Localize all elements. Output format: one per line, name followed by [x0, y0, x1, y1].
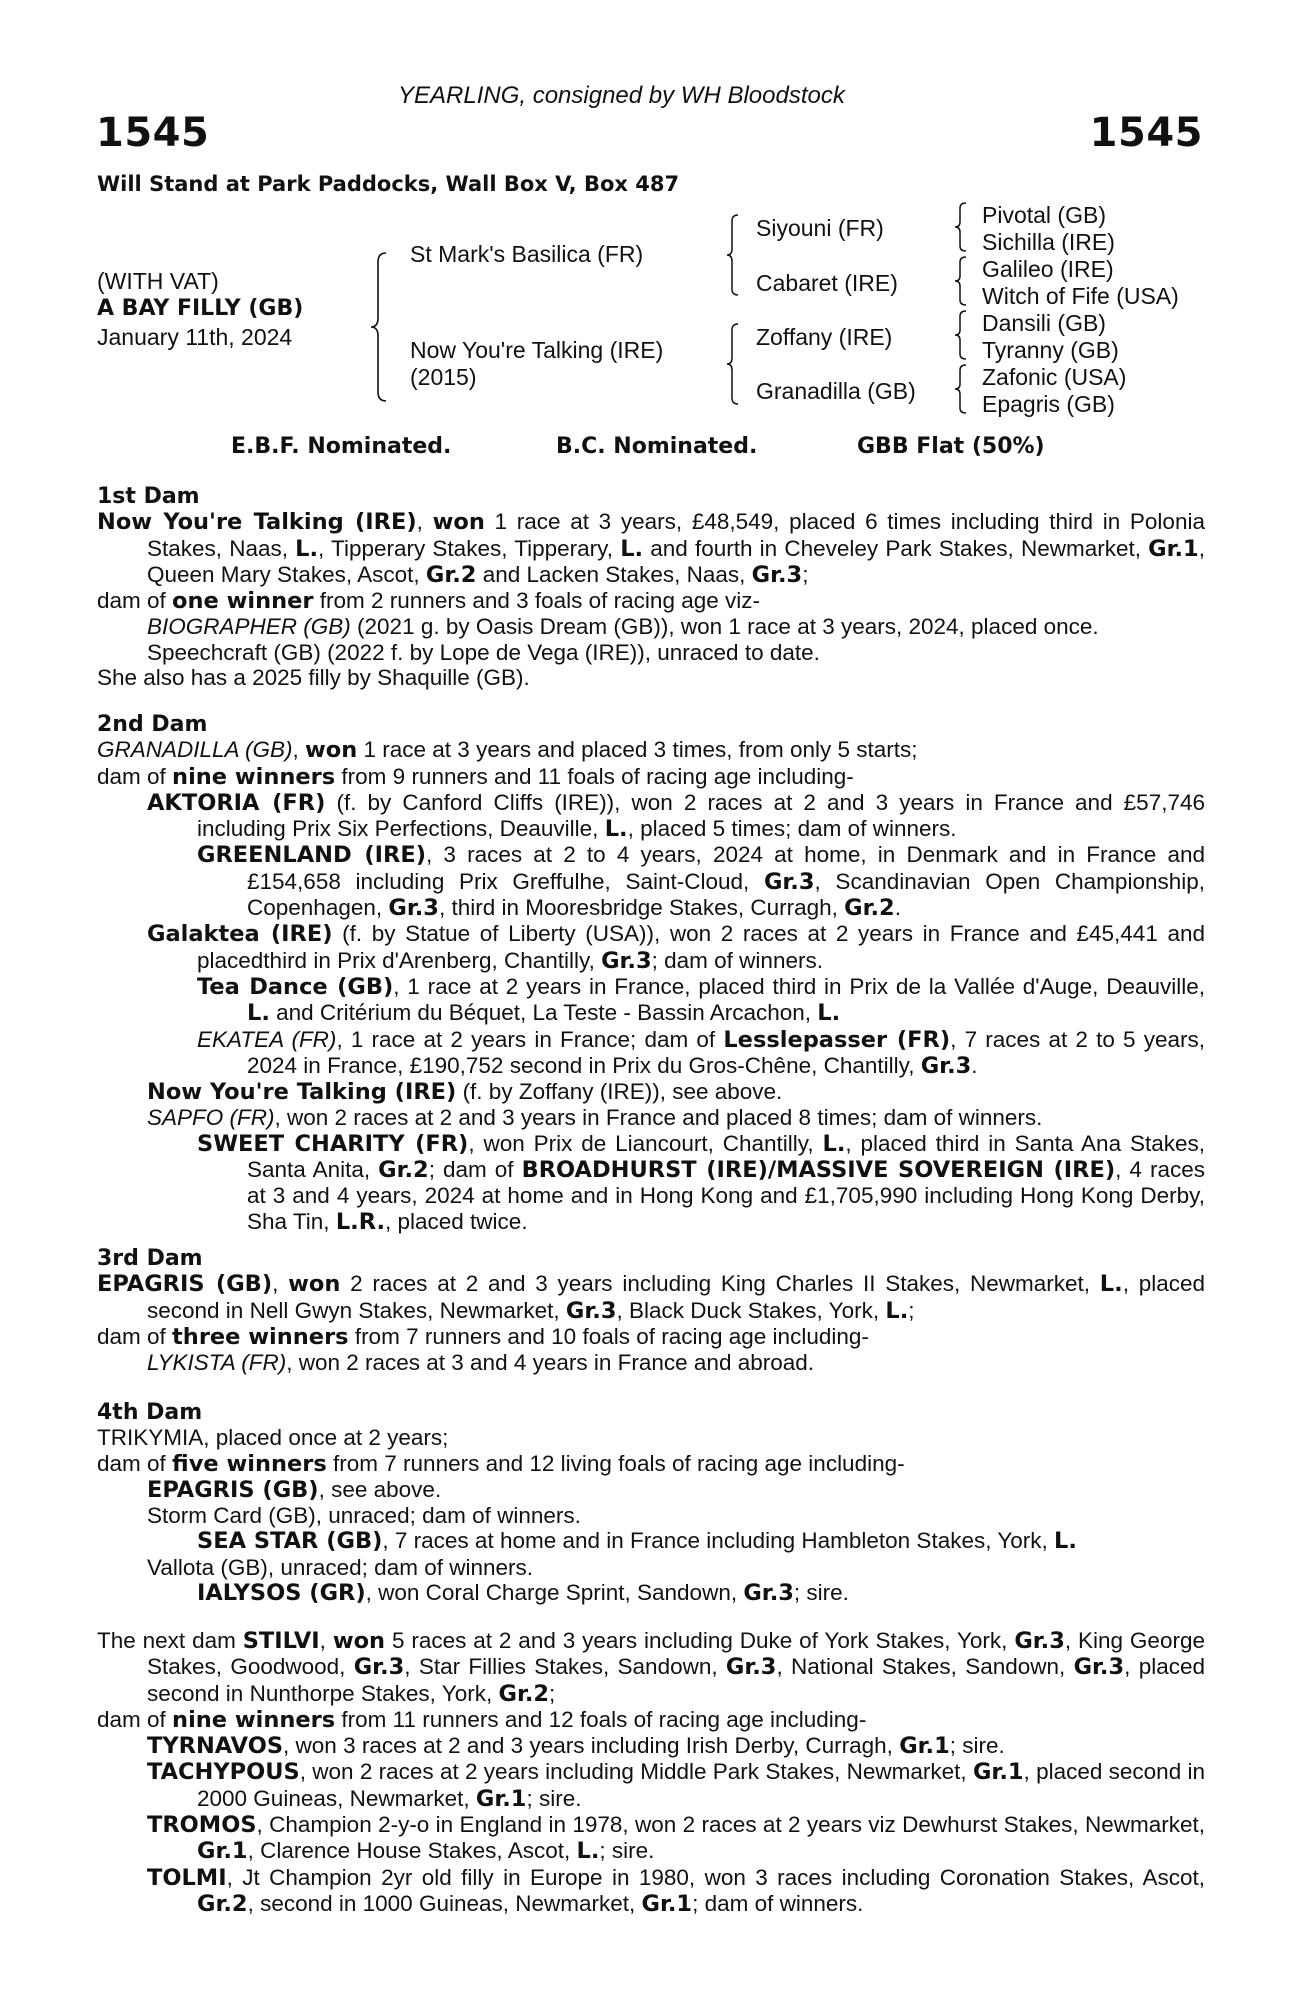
- produce-entry: TACHYPOUS, won 2 races at 2 years including Middle Park Stakes, Newmarket, Gr.1, placed second in 2000 Guineas, Newmarket, Gr.1; sire.: [147, 1759, 1206, 1812]
- pedigree-grandparent: Pivotal (GB): [982, 202, 1106, 228]
- pedigree-brace-g3: [954, 310, 968, 360]
- produce-entry: AKTORIA (FR) (f. by Canford Cliffs (IRE)), won 2 races at 2 and 3 years in France and £57,746 including Prix Six Perfections, Deauville, L., placed 5 times; dam of winners.: [147, 789, 1206, 843]
- first-dam-record: Now You're Talking (IRE), won 1 race at 3 years, £48,549, placed 6 times including third in Polonia Stakes, Naas, L., Tipperary Stakes, Tipperary, L. and fourth in Cheveley Park Stakes, Newmarket, Gr.1, Queen Mary Stakes, Ascot, Gr.2 and Lacken Stakes, Naas, Gr.3;: [97, 509, 1205, 588]
- consignment-line: YEARLING, consigned by WH Bloodstock: [398, 82, 845, 109]
- pedigree-brace-g2: [954, 256, 968, 306]
- produce-entry: Now You're Talking (IRE) (f. by Zoffany (IRE)), see above.: [147, 1079, 783, 1106]
- pedigree-grandparent: Epagris (GB): [982, 391, 1115, 417]
- fourth-dam-heading: 4th Dam: [97, 1400, 203, 1425]
- produce-entry: Vallota (GB), unraced; dam of winners.: [147, 1554, 534, 1580]
- horse-name: A BAY FILLY (GB): [97, 296, 304, 321]
- first-dam-section: [97, 484, 1205, 690]
- pedigree-dam: Now You're Talking (IRE): [410, 337, 664, 363]
- second-dam-produce-summary: dam of nine winners from 9 runners and 11 foals of racing age including-: [97, 763, 854, 790]
- stand-location: Will Stand at Park Paddocks, Wall Box V, Box 487: [97, 172, 680, 196]
- produce-entry: SWEET CHARITY (FR), won Prix de Liancourt, Chantilly, L., placed third in Santa Ana Stakes, Santa Anita, Gr.2; dam of BROADHURST (IRE)/MASSIVE SOVEREIGN (IRE), 4 races at 3 and 4 years, 2024 at home and in Hong Kong and £1,705,990 including Hong Kong Derby, Sha Tin, L.R., placed twice.: [197, 1130, 1205, 1235]
- ebf-nomination: E.B.F. Nominated.: [231, 434, 452, 459]
- produce-entry: BIOGRAPHER (GB) (2021 g. by Oasis Dream (GB)), won 1 race at 3 years, 2024, placed once.: [147, 614, 1099, 640]
- second-dam-record: GRANADILLA (GB), won 1 race at 3 years and placed 3 times, from only 5 starts;: [97, 737, 918, 764]
- pedigree-dam-sire: Zoffany (IRE): [756, 324, 893, 350]
- lot-number-left: 1545: [96, 110, 210, 156]
- fourth-dam-record: TRIKYMIA, placed once at 2 years;: [97, 1425, 449, 1451]
- produce-entry: Speechcraft (GB) (2022 f. by Lope de Vega (IRE)), unraced to date.: [147, 639, 820, 665]
- produce-entry: GREENLAND (IRE), 3 races at 2 to 4 years, 2024 at home, in Denmark and in France and £154,658 including Prix Greffulhe, Saint-Cloud, Gr.3, Scandinavian Open Championship, Copenhagen, Gr.3, third in Mooresbridge Stakes, Curragh, Gr.2.: [197, 842, 1206, 922]
- third-dam-section: [97, 1246, 1205, 1375]
- produce-entry: LYKISTA (FR), won 2 races at 3 and 4 years in France and abroad.: [147, 1350, 815, 1376]
- vat-note: (WITH VAT): [97, 268, 219, 294]
- pedigree-grandparent: Witch of Fife (USA): [982, 283, 1179, 309]
- second-dam-section: [97, 712, 1205, 1235]
- produce-entry: EKATEA (FR), 1 race at 2 years in France; dam of Lesslepasser (FR), 7 races at 2 to 5 years, 2024 in France, £190,752 second in Prix du Gros-Chêne, Chantilly, Gr.3.: [197, 1026, 1205, 1079]
- second-dam-heading: 2nd Dam: [97, 712, 208, 737]
- third-dam-produce-summary: dam of three winners from 7 runners and 10 foals of racing age including-: [97, 1323, 869, 1350]
- fourth-dam-section: [97, 1400, 1205, 1606]
- pedigree-grandparent: Dansili (GB): [982, 310, 1106, 336]
- produce-entry: Tea Dance (GB), 1 race at 2 years in France, placed third in Prix de la Vallée d'Auge, Deauville, L. and Critérium du Béquet, La Teste - Bassin Arcachon, L.: [197, 973, 1205, 1027]
- pedigree-grandparent: Galileo (IRE): [982, 256, 1114, 282]
- pedigree-grandparent: Zafonic (USA): [982, 364, 1127, 390]
- next-dam-record: The next dam STILVI, won 5 races at 2 and 3 years including Duke of York Stakes, York, Gr.3, King George Stakes, Goodwood, Gr.3, Star Fillies Stakes, Sandown, Gr.3, National Stakes, Sandown, Gr.3, placed second in Nunthorpe Stakes, York, Gr.2;: [97, 1628, 1205, 1707]
- pedigree-dam-dam: Granadilla (GB): [756, 378, 916, 404]
- horse-dob: January 11th, 2024: [97, 324, 293, 350]
- third-dam-record: EPAGRIS (GB), won 2 races at 2 and 3 years including King Charles II Stakes, Newmarket, L., placed second in Nell Gwyn Stakes, Newmarket, Gr.3, Black Duck Stakes, York, L.;: [97, 1271, 1205, 1324]
- gbb-flat: GBB Flat (50%): [857, 434, 1045, 459]
- produce-entry: TYRNAVOS, won 3 races at 2 and 3 years including Irish Derby, Curragh, Gr.1; sire.: [147, 1733, 1005, 1760]
- pedigree-brace-g4: [954, 364, 968, 414]
- produce-entry: SAPFO (FR), won 2 races at 2 and 3 years in France and placed 8 times; dam of winners.: [147, 1105, 1043, 1131]
- fourth-dam-produce-summary: dam of five winners from 7 runners and 12 living foals of racing age including-: [97, 1450, 905, 1477]
- produce-entry: Galaktea (IRE) (f. by Statue of Liberty (USA)), won 2 races at 2 years in France and £45,441 and placedthird in Prix d'Arenberg, Chantilly, Gr.3; dam of winners.: [147, 921, 1205, 974]
- dam-name: Now You're Talking (IRE): [97, 509, 417, 536]
- won-label: won: [432, 509, 485, 536]
- produce-entry: IALYSOS (GR), won Coral Charge Sprint, Sandown, Gr.3; sire.: [197, 1580, 849, 1607]
- next-dam-section: [97, 1628, 1205, 1917]
- produce-entry: SEA STAR (GB), 7 races at home and in France including Hambleton Stakes, York, L.: [197, 1528, 1077, 1555]
- produce-entry: Storm Card (GB), unraced; dam of winners.: [147, 1503, 581, 1529]
- next-dam-produce-summary: dam of nine winners from 11 runners and 12 foals of racing age including-: [97, 1706, 867, 1733]
- produce-entry: TOLMI, Jt Champion 2yr old filly in Europe in 1980, won 3 races including Coronation Stakes, Ascot, Gr.2, second in 1000 Guineas, Newmarket, Gr.1; dam of winners.: [147, 1864, 1205, 1917]
- pedigree-grandparent: Sichilla (IRE): [982, 229, 1115, 255]
- pedigree-brace-main: [370, 252, 388, 402]
- first-dam-produce-summary: dam of one winner from 2 runners and 3 foals of racing age viz-: [97, 588, 760, 615]
- pedigree-sire-dam: Cabaret (IRE): [756, 270, 898, 296]
- first-dam-foal-note: She also has a 2025 filly by Shaquille (GB).: [97, 665, 530, 691]
- lot-number-right: 1545: [1089, 110, 1203, 156]
- first-dam-heading: 1st Dam: [97, 484, 200, 509]
- pedigree-sire: St Mark's Basilica (FR): [410, 241, 644, 267]
- bc-nomination: B.C. Nominated.: [556, 434, 758, 459]
- produce-entry: EPAGRIS (GB), see above.: [147, 1476, 442, 1503]
- pedigree-dam-year: (2015): [410, 364, 477, 390]
- pedigree-sire-sire: Siyouni (FR): [756, 215, 884, 241]
- pedigree-grandparent: Tyranny (GB): [982, 337, 1119, 363]
- pedigree-brace-g1: [954, 202, 968, 252]
- pedigree-brace-sire: [726, 214, 740, 296]
- produce-entry: TROMOS, Champion 2-y-o in England in 1978, won 2 races at 2 years viz Dewhurst Stakes, Newmarket, Gr.1, Clarence House Stakes, Ascot, L.; sire.: [147, 1812, 1205, 1865]
- third-dam-heading: 3rd Dam: [97, 1246, 203, 1271]
- pedigree-brace-dam: [726, 323, 740, 405]
